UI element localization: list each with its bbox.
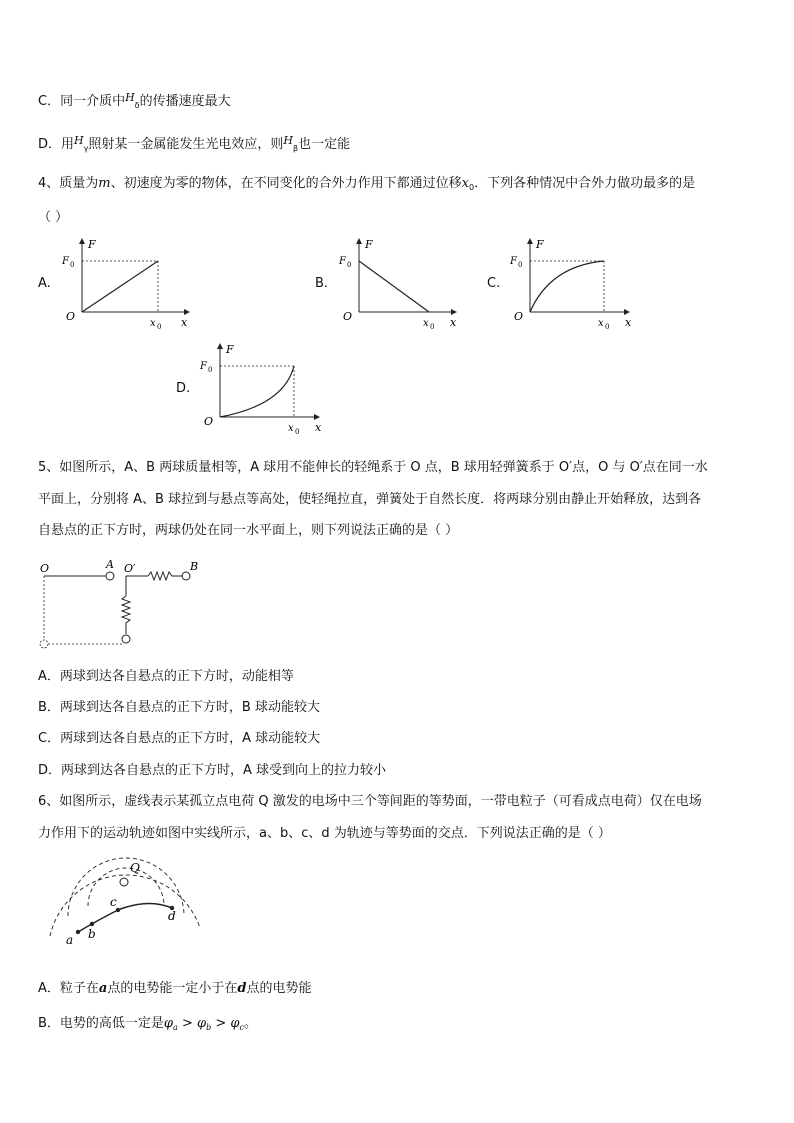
q5-line3: 自悬点的正下方时，两球仍处在同一水平面上，则下列说法正确的是（ ）: [38, 523, 459, 538]
svg-text:0: 0: [295, 428, 300, 436]
force-curve: [220, 366, 294, 417]
q6-figure: [48, 858, 228, 958]
option-d-text-end: 也一定能: [298, 137, 351, 152]
choice-a-label: A.: [38, 276, 51, 291]
h-subscript: δ: [134, 101, 140, 110]
phi-symbol: φ: [163, 1016, 174, 1031]
q6-option-a-mid: 点的电势能一定小于在: [107, 981, 238, 996]
svg-text:x: x: [315, 421, 322, 434]
q5-option-a: A．两球到达各自悬点的正下方时，动能相等: [38, 669, 294, 684]
svg-text:b: b: [88, 927, 96, 941]
svg-text:0: 0: [70, 261, 75, 269]
svg-text:O: O: [204, 415, 214, 428]
svg-text:F: F: [339, 256, 346, 267]
svg-text:0: 0: [518, 261, 523, 269]
graph-c: [506, 238, 636, 331]
q6-option-b-text: B．电势的高低一定是: [38, 1016, 164, 1031]
svg-text:0: 0: [605, 323, 610, 331]
spring-vertical: [122, 596, 130, 634]
h-subscript: β: [292, 144, 299, 153]
option-c-text: C．同一介质中: [38, 94, 126, 109]
q5-line1: 5、如图所示，A、B 两球质量相等，A 球用不能伸长的轻绳系于 O 点，B 球用轻弹簧系于 O′点，O 与 O′点在同一水: [38, 460, 708, 475]
svg-text:0: 0: [208, 366, 213, 374]
point-a: a: [98, 981, 108, 996]
h-subscript: γ: [83, 144, 89, 153]
q6-option-b-end: 。: [243, 1016, 257, 1031]
svg-text:A: A: [106, 558, 114, 571]
svg-text:x: x: [288, 423, 294, 434]
phi-sub-a: a: [173, 1023, 178, 1032]
q6-option-a: [38, 977, 311, 996]
option-d-text: D．用: [38, 137, 75, 152]
svg-text:F: F: [510, 256, 517, 267]
q5-option-c: C．两球到达各自悬点的正下方时，A 球动能较大: [38, 731, 321, 746]
q4-stem: [38, 172, 695, 192]
svg-text:x: x: [598, 318, 604, 329]
svg-text:O: O: [40, 562, 50, 575]
graph-b: [335, 238, 465, 331]
gt-sign: >: [177, 1016, 197, 1031]
displacement-subscript: 0: [468, 183, 475, 192]
choice-c-label: C.: [487, 276, 501, 291]
equipotential-inner: [88, 868, 164, 906]
svg-text:x: x: [423, 318, 429, 329]
h-symbol: H: [74, 134, 84, 147]
svg-text:Q: Q: [130, 861, 140, 875]
q6-line1: 6、如图所示，虚线表示某孤立点电荷 Q 激发的电场中三个等间距的等势面，一带电粒子（可看成点电荷）仅在电场: [38, 794, 702, 809]
q5-line2: 平面上，分别将 A、B 球拉到与悬点等高处，使轻绳拉直，弹簧处于自然长度．将两球分别由静止开始释放，达到各: [38, 492, 702, 507]
svg-text:F: F: [88, 238, 96, 251]
displacement-symbol: x: [461, 176, 469, 191]
svg-text:x: x: [181, 316, 188, 329]
option-c-top: [38, 90, 231, 110]
ball-a-lower: [40, 640, 48, 648]
q6-line2: 力作用下的运动轨迹如图中实线所示，a、b、c、d 为轨迹与等势面的交点．下列说法正确的是（ ）: [38, 826, 611, 841]
gt-sign: >: [211, 1016, 231, 1031]
charge-q: [120, 878, 128, 886]
graph-d: [196, 343, 326, 436]
svg-text:O: O: [514, 310, 524, 323]
q6-option-a-end: 点的电势能: [246, 981, 312, 996]
option-c-text-end: 的传播速度最大: [139, 94, 231, 109]
svg-text:c: c: [110, 895, 117, 909]
force-curve: [530, 261, 604, 312]
force-curve: [82, 261, 158, 312]
point-d: d: [237, 981, 247, 996]
q6-option-a-text: A．粒子在: [38, 981, 99, 996]
svg-text:x: x: [450, 316, 457, 329]
svg-text:x: x: [150, 318, 156, 329]
choice-d-label: D.: [176, 381, 191, 396]
h-symbol: H: [125, 91, 135, 104]
svg-text:F: F: [200, 361, 207, 372]
mass-symbol: m: [98, 176, 111, 191]
ball-b: [182, 572, 190, 580]
option-d-top: [38, 133, 350, 153]
q5-option-b: B．两球到达各自悬点的正下方时，B 球动能较大: [38, 700, 320, 715]
svg-text:d: d: [168, 909, 176, 923]
phi-symbol: φ: [196, 1016, 207, 1031]
choice-b-label: B.: [315, 276, 329, 291]
option-d-text-mid: 照射某一金属能发生光电效应，则: [88, 137, 284, 152]
phi-sub-c: c: [239, 1023, 244, 1032]
ball-a: [106, 572, 114, 580]
h-symbol: H: [283, 134, 293, 147]
q4-paren: （ ）: [38, 210, 69, 225]
svg-text:F: F: [536, 238, 544, 251]
phi-sub-b: b: [206, 1023, 212, 1032]
q4-text-mid: 、初速度为零的物体，在不同变化的合外力作用下都通过位移: [110, 176, 462, 191]
graph-a: [58, 238, 188, 331]
q5-figure: [38, 560, 218, 650]
svg-text:0: 0: [347, 261, 352, 269]
q6-option-b: [38, 1012, 257, 1032]
spring-horizontal: [148, 572, 182, 580]
force-curve: [359, 261, 429, 312]
svg-text:B: B: [190, 560, 199, 573]
svg-text:x: x: [625, 316, 632, 329]
q4-text-end: ．下列各种情况中合外力做功最多的是: [474, 176, 696, 191]
svg-text:F: F: [62, 256, 69, 267]
svg-text:F: F: [365, 238, 373, 251]
phi-symbol: φ: [230, 1016, 240, 1031]
svg-text:a: a: [66, 933, 74, 947]
svg-text:0: 0: [157, 323, 162, 331]
svg-text:F: F: [226, 343, 234, 356]
q4-text: 4、质量为: [38, 176, 99, 191]
svg-text:O′: O′: [124, 562, 136, 575]
svg-text:O: O: [66, 310, 76, 323]
svg-text:O: O: [343, 310, 353, 323]
q5-option-d: D．两球到达各自悬点的正下方时，A 球受到向上的拉力较小: [38, 763, 387, 778]
ball-b-lower: [122, 635, 130, 643]
svg-text:0: 0: [430, 323, 435, 331]
